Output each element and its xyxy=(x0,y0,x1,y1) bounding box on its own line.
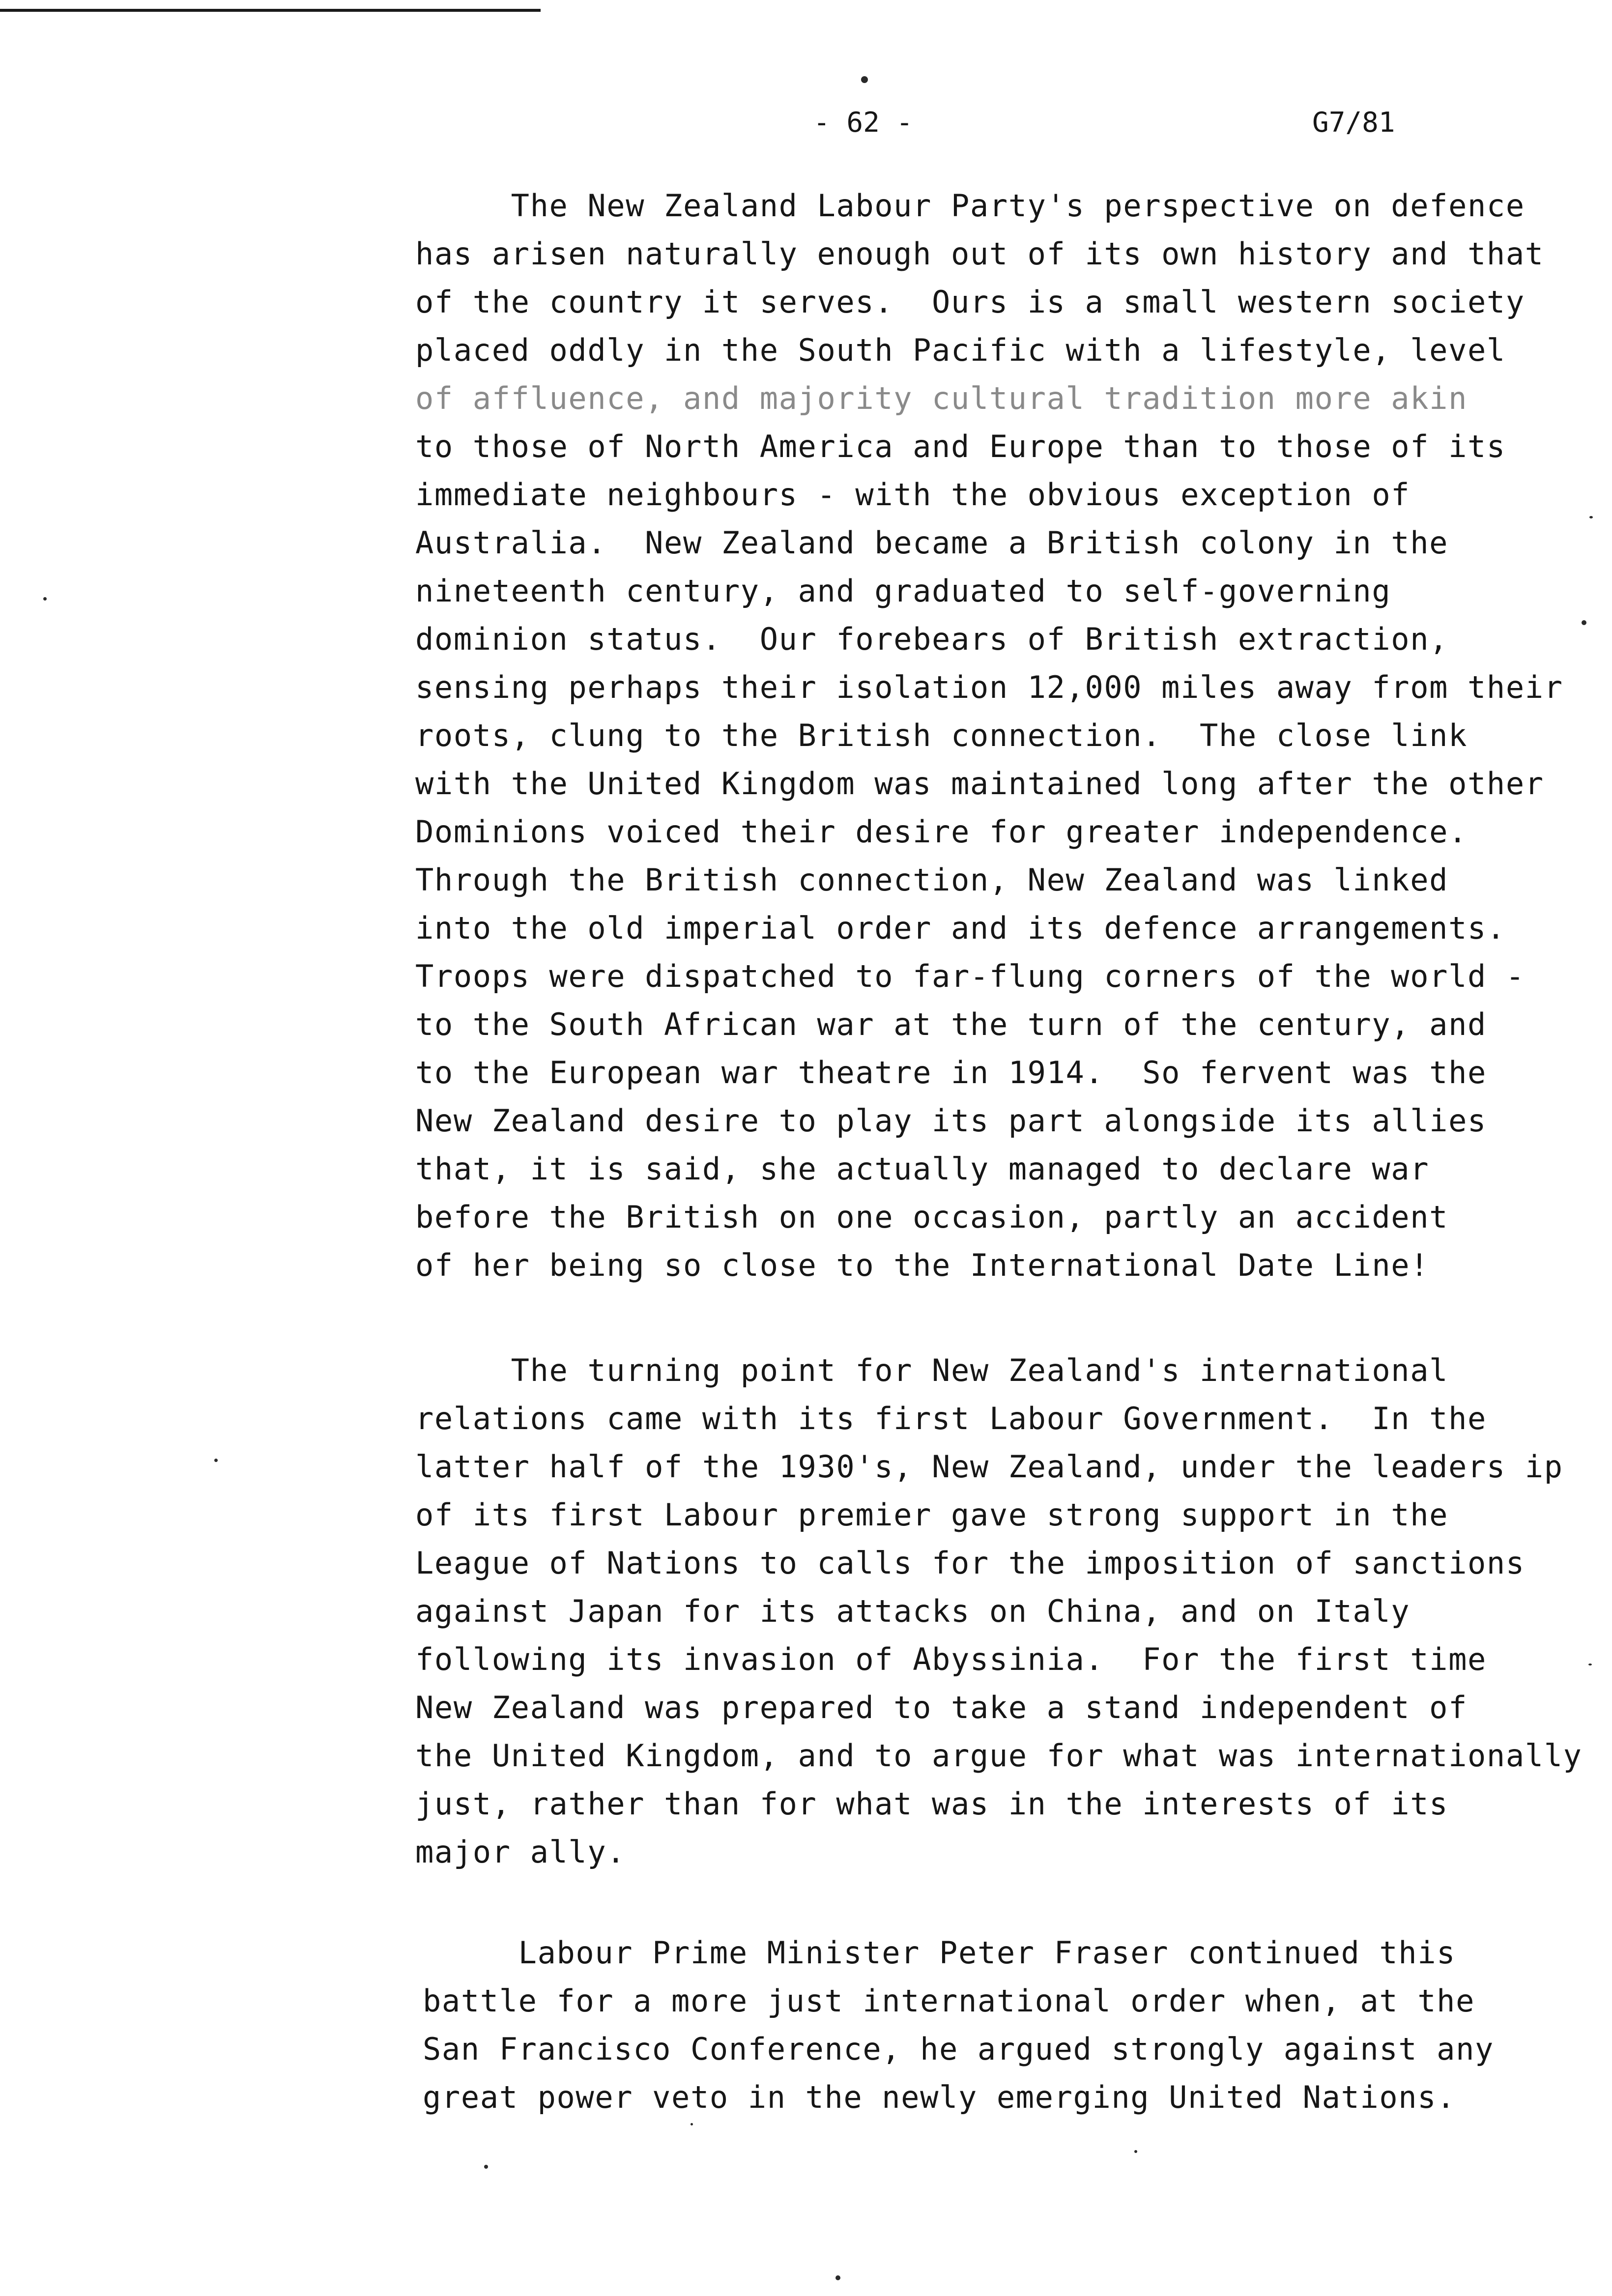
scan-speck xyxy=(1588,1664,1592,1665)
paragraph-line: battle for a more just international order when, at the xyxy=(423,1983,1475,2019)
paragraph-line: roots, clung to the British connection. The close link xyxy=(415,718,1468,753)
paragraph-line: great power veto in the newly emerging United Nations. xyxy=(423,2079,1456,2115)
scan-speck xyxy=(214,1459,218,1462)
scan-speck xyxy=(484,2165,488,2169)
paragraph-line: relations came with its first Labour Government. In the xyxy=(415,1401,1487,1436)
paragraph-line: Dominions voiced their desire for greater independence. xyxy=(415,814,1468,850)
paragraph-line: just, rather than for what was in the interests of its xyxy=(415,1786,1449,1822)
paragraph-line: that, it is said, she actually managed to declare war xyxy=(415,1151,1430,1187)
paragraph-line: The New Zealand Labour Party's perspective on defence xyxy=(415,188,1525,224)
paragraph-line: dominion status. Our forebears of British extraction, xyxy=(415,621,1449,657)
paragraph-3 xyxy=(423,1929,1494,2122)
paragraph-line: has arisen naturally enough out of its own history and that xyxy=(415,236,1544,272)
paragraph-line: immediate neighbours - with the obvious exception of xyxy=(415,477,1410,513)
paragraph-line: of her being so close to the International Date Line! xyxy=(415,1247,1430,1283)
paragraph-line: of the country it serves. Ours is a small western society xyxy=(415,284,1525,320)
paragraph-line: of its first Labour premier gave strong support in the xyxy=(415,1497,1449,1533)
paragraph-line: to the European war theatre in 1914. So fervent was the xyxy=(415,1055,1487,1091)
paragraph-line: against Japan for its attacks on China, and on Italy xyxy=(415,1593,1410,1629)
scan-speck xyxy=(835,2275,840,2280)
scan-speck xyxy=(1589,516,1593,518)
paragraph-line: League of Nations to calls for the imposition of sanctions xyxy=(415,1545,1525,1581)
paragraph-line: to the South African war at the turn of the century, and xyxy=(415,1006,1487,1042)
paragraph-2 xyxy=(415,1347,1583,1876)
paragraph-line: placed oddly in the South Pacific with a lifestyle, level xyxy=(415,332,1506,368)
paragraph-line: with the United Kingdom was maintained long after the other xyxy=(415,766,1544,802)
document-reference: G7/81 xyxy=(1312,107,1395,139)
paragraph-line: the United Kingdom, and to argue for what was internationally xyxy=(415,1738,1583,1774)
paragraph-line: San Francisco Conference, he argued strongly against any xyxy=(423,2031,1494,2067)
paragraph-line: Labour Prime Minister Peter Fraser continued this xyxy=(423,1935,1456,1971)
paragraph-line: into the old imperial order and its defence arrangements. xyxy=(415,910,1506,946)
paragraph-line: New Zealand was prepared to take a stand independent of xyxy=(415,1690,1468,1725)
scan-speck xyxy=(1134,2150,1137,2153)
paragraph-line: major ally. xyxy=(415,1834,626,1870)
scan-speck xyxy=(1582,620,1586,625)
top-rule xyxy=(0,9,541,12)
paragraph-line: Troops were dispatched to far-flung corners of the world - xyxy=(415,958,1525,994)
paragraph-line: sensing perhaps their isolation 12,000 miles away from their xyxy=(415,669,1563,705)
scan-speck xyxy=(861,76,868,83)
paragraph-line: New Zealand desire to play its part alongside its allies xyxy=(415,1103,1487,1139)
scan-speck xyxy=(43,597,47,601)
page-number: - 62 - xyxy=(813,107,913,139)
paragraph-line: of affluence, and majority cultural tradition more akin xyxy=(415,380,1468,416)
paragraph-line: to those of North America and Europe than to those of its xyxy=(415,429,1506,464)
paragraph-1 xyxy=(415,182,1563,1290)
paragraph-line: latter half of the 1930's, New Zealand, under the leaders ip xyxy=(415,1449,1563,1485)
paragraph-line: The turning point for New Zealand's international xyxy=(415,1352,1449,1388)
paragraph-line: following its invasion of Abyssinia. For the first time xyxy=(415,1641,1487,1677)
paragraph-line: Through the British connection, New Zealand was linked xyxy=(415,862,1449,898)
paragraph-line: nineteenth century, and graduated to self-governing xyxy=(415,573,1391,609)
scan-speck xyxy=(691,2123,693,2125)
paragraph-line: before the British on one occasion, partly an accident xyxy=(415,1199,1449,1235)
paragraph-line: Australia. New Zealand became a British colony in the xyxy=(415,525,1449,561)
